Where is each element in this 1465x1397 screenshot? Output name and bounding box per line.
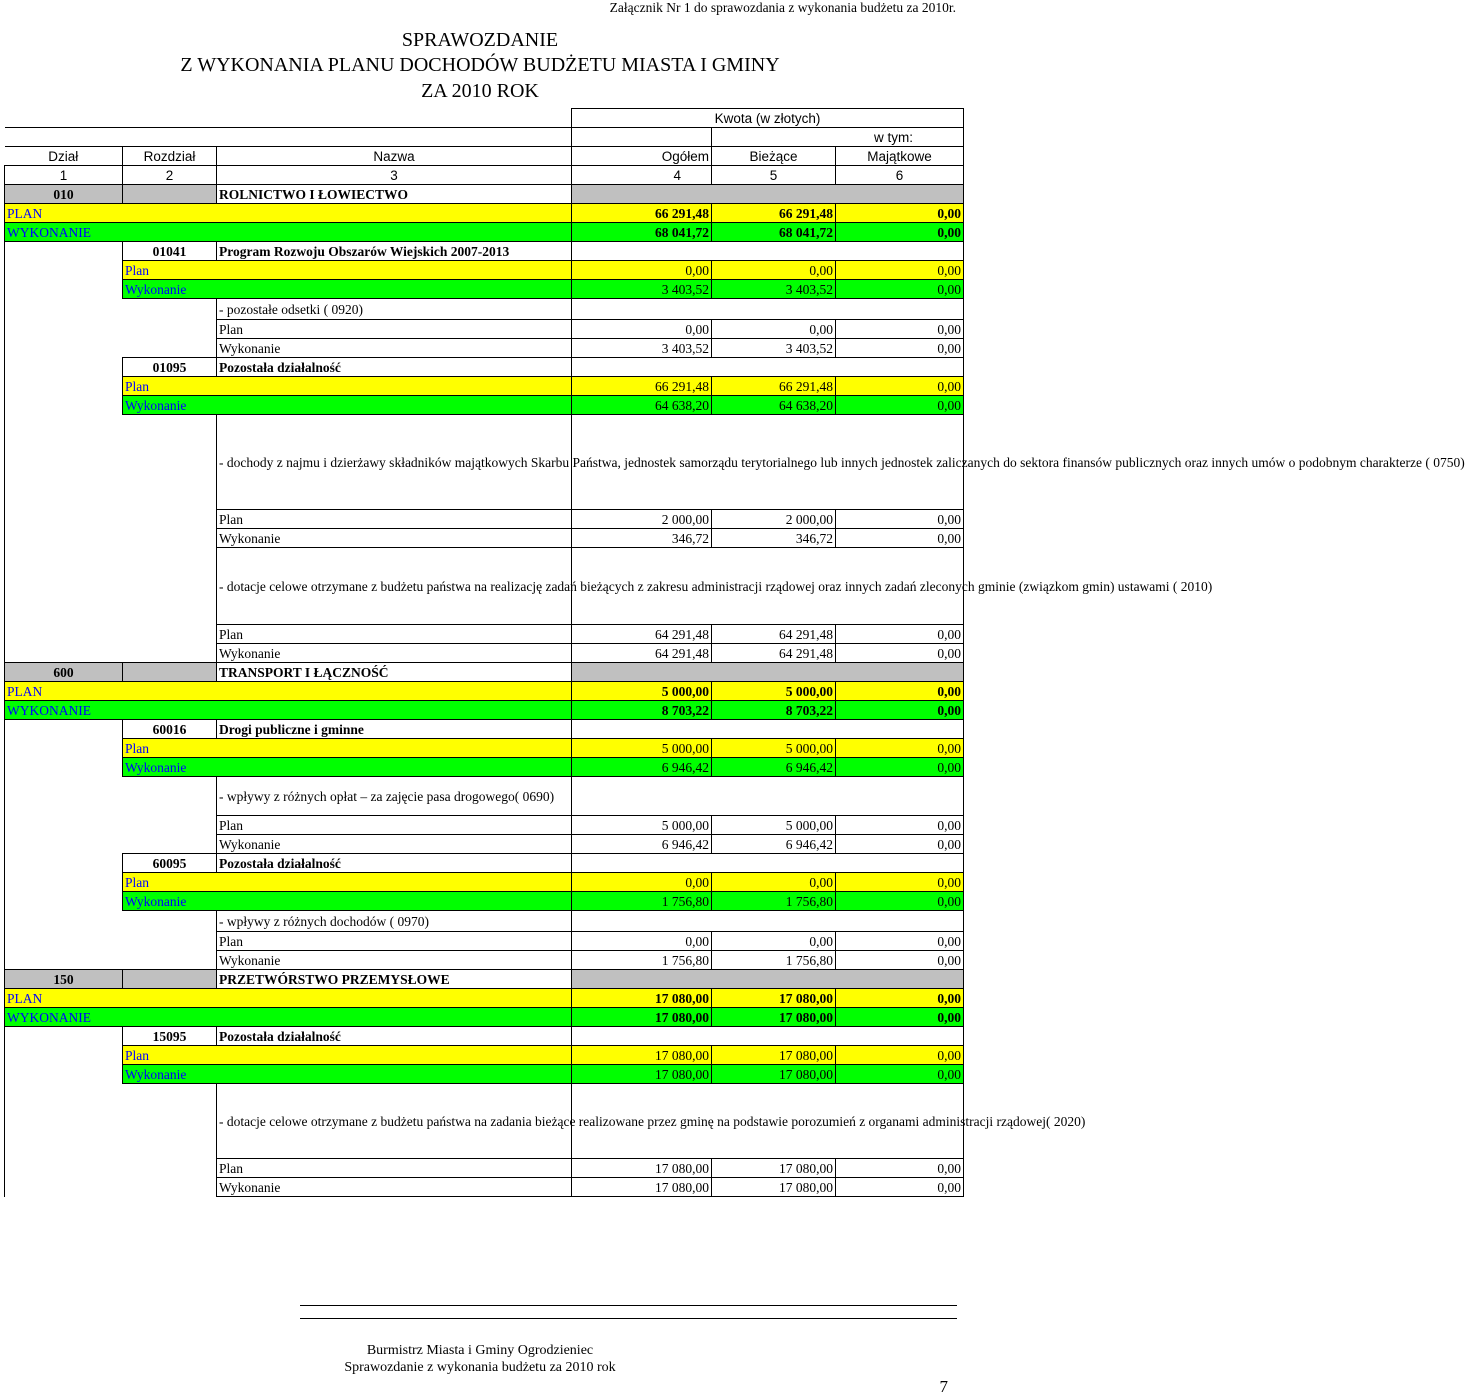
value-ogolem: 64 291,48	[572, 644, 712, 663]
col-biezace: Bieżące	[712, 147, 836, 166]
indent	[5, 358, 123, 377]
rozdzial-wykonanie-label: Wykonanie	[123, 1065, 572, 1084]
value-majatkowe: 0,00	[836, 280, 964, 299]
indent	[5, 854, 123, 873]
item-description: - dochody z najmu i dzierżawy składników majątkowych Skarbu Państwa, jednostek samorządu terytorialnego lub innych jednostek zaliczanych do sektora finansów publicznych oraz innych umów o podobnym charakterze ( 0750)	[217, 415, 572, 510]
rozdzial-wykonanie-label: Wykonanie	[123, 758, 572, 777]
value-majatkowe: 0,00	[836, 892, 964, 911]
dzial-blank	[123, 663, 217, 682]
value-biezace: 68 041,72	[712, 223, 836, 242]
value-majatkowe: 0,00	[836, 682, 964, 701]
indent	[5, 320, 217, 339]
indent	[5, 1046, 123, 1065]
table-row	[5, 911, 964, 932]
header-blank	[5, 109, 572, 128]
item-plan-label: Plan	[217, 1159, 572, 1178]
footer-caption: Sprawozdanie z wykonania budżetu za 2010 rok	[344, 1360, 616, 1375]
description-fill	[572, 299, 964, 320]
table-row	[5, 299, 964, 320]
indent	[5, 1178, 217, 1197]
value-majatkowe: 0,00	[836, 320, 964, 339]
value-biezace: 8 703,22	[712, 701, 836, 720]
page-number: 7	[939, 1377, 948, 1396]
item-wykonanie-label: Wykonanie	[217, 1178, 572, 1197]
dzial-plan-label: PLAN	[5, 204, 572, 223]
value-biezace: 64 291,48	[712, 625, 836, 644]
value-biezace: 3 403,52	[712, 339, 836, 358]
indent	[5, 261, 123, 280]
value-biezace: 2 000,00	[712, 510, 836, 529]
item-description: - dotacje celowe otrzymane z budżetu państwa na realizację zadań bieżących z zakresu administracji rządowej oraz innych zadań zleconych gminie (związkom gmin) ustawami ( 2010)	[217, 548, 572, 625]
value-majatkowe: 0,00	[836, 835, 964, 854]
dzial-wykonanie-label: WYKONANIE	[5, 1008, 572, 1027]
value-ogolem: 17 080,00	[572, 989, 712, 1008]
rozdzial-code: 15095	[123, 1027, 217, 1046]
rozdzial-name: Pozostała działalność	[217, 854, 572, 873]
table-row	[5, 932, 964, 951]
rozdzial-name: Drogi publiczne i gminne	[217, 720, 572, 739]
table-row	[5, 625, 964, 644]
value-majatkowe: 0,00	[836, 339, 964, 358]
table-row	[5, 280, 964, 299]
rozdzial-fill	[572, 854, 964, 873]
value-majatkowe: 0,00	[836, 701, 964, 720]
rozdzial-fill	[572, 1027, 964, 1046]
value-majatkowe: 0,00	[836, 932, 964, 951]
dzial-name: PRZETWÓRSTWO PRZEMYSŁOWE	[217, 970, 572, 989]
col-num-4: 4	[572, 166, 712, 185]
value-ogolem: 5 000,00	[572, 682, 712, 701]
value-majatkowe: 0,00	[836, 1008, 964, 1027]
rozdzial-name: Pozostała działalność	[217, 358, 572, 377]
header-blank	[5, 128, 572, 147]
table-row	[5, 223, 964, 242]
value-biezace: 0,00	[712, 932, 836, 951]
col-num-2: 2	[123, 166, 217, 185]
dzial-code: 150	[5, 970, 123, 989]
value-biezace: 17 080,00	[712, 1046, 836, 1065]
col-num-5: 5	[712, 166, 836, 185]
indent	[5, 625, 217, 644]
value-majatkowe: 0,00	[836, 758, 964, 777]
rozdzial-fill	[572, 720, 964, 739]
indent	[5, 739, 123, 758]
table-row	[5, 1084, 964, 1159]
value-majatkowe: 0,00	[836, 529, 964, 548]
value-ogolem: 0,00	[572, 873, 712, 892]
table-row	[5, 873, 964, 892]
col-dzial: Dział	[5, 147, 123, 166]
item-plan-label: Plan	[217, 932, 572, 951]
table-row	[5, 1178, 964, 1197]
dzial-wykonanie-label: WYKONANIE	[5, 223, 572, 242]
value-biezace: 5 000,00	[712, 682, 836, 701]
value-biezace: 0,00	[712, 261, 836, 280]
value-ogolem: 3 403,52	[572, 339, 712, 358]
indent	[5, 415, 217, 510]
value-majatkowe: 0,00	[836, 1046, 964, 1065]
value-ogolem: 17 080,00	[572, 1159, 712, 1178]
indent	[5, 816, 217, 835]
rozdzial-name: Program Rozwoju Obszarów Wiejskich 2007-2013	[217, 242, 572, 261]
value-ogolem: 1 756,80	[572, 951, 712, 970]
item-wykonanie-label: Wykonanie	[217, 339, 572, 358]
table-row	[5, 663, 964, 682]
value-biezace: 1 756,80	[712, 892, 836, 911]
indent	[5, 777, 217, 816]
col-num-6: 6	[836, 166, 964, 185]
value-biezace: 17 080,00	[712, 1008, 836, 1027]
value-ogolem: 68 041,72	[572, 223, 712, 242]
table-row	[5, 1159, 964, 1178]
indent	[5, 873, 123, 892]
table-row	[5, 951, 964, 970]
rozdzial-fill	[572, 242, 964, 261]
value-majatkowe: 0,00	[836, 223, 964, 242]
table-row	[5, 970, 964, 989]
rozdzial-wykonanie-label: Wykonanie	[123, 892, 572, 911]
value-majatkowe: 0,00	[836, 1178, 964, 1197]
indent	[5, 1027, 123, 1046]
value-ogolem: 17 080,00	[572, 1046, 712, 1065]
value-biezace: 66 291,48	[712, 377, 836, 396]
table-row	[5, 989, 964, 1008]
value-majatkowe: 0,00	[836, 873, 964, 892]
value-biezace: 6 946,42	[712, 758, 836, 777]
table-row	[5, 242, 964, 261]
table-row	[5, 854, 964, 873]
description-fill	[572, 911, 964, 932]
amount-header: Kwota (w złotych)	[572, 109, 964, 128]
value-ogolem: 0,00	[572, 320, 712, 339]
table-row	[5, 529, 964, 548]
value-ogolem: 17 080,00	[572, 1008, 712, 1027]
value-majatkowe: 0,00	[836, 644, 964, 663]
value-biezace: 5 000,00	[712, 816, 836, 835]
value-ogolem: 1 756,80	[572, 892, 712, 911]
value-biezace: 0,00	[712, 873, 836, 892]
rozdzial-name: Pozostała działalność	[217, 1027, 572, 1046]
value-ogolem: 66 291,48	[572, 204, 712, 223]
table-row	[5, 185, 964, 204]
dzial-blank	[123, 970, 217, 989]
table-row	[5, 320, 964, 339]
value-majatkowe: 0,00	[836, 951, 964, 970]
dzial-plan-label: PLAN	[5, 682, 572, 701]
indent	[5, 911, 217, 932]
report-year: ZA 2010 ROK	[421, 80, 539, 102]
value-ogolem: 64 638,20	[572, 396, 712, 415]
col-ogolem: Ogółem	[572, 147, 712, 166]
table-row	[5, 396, 964, 415]
dzial-fill	[572, 663, 964, 682]
indent	[5, 548, 217, 625]
indent	[5, 1065, 123, 1084]
indent	[5, 758, 123, 777]
value-majatkowe: 0,00	[836, 739, 964, 758]
item-wykonanie-label: Wykonanie	[217, 951, 572, 970]
indent	[5, 720, 123, 739]
footer-signatory: Burmistrz Miasta i Gminy Ogrodzieniec	[366, 1343, 594, 1358]
indent	[5, 242, 123, 261]
dzial-name: ROLNICTWO I ŁOWIECTWO	[217, 185, 572, 204]
table-row	[5, 339, 964, 358]
annex-note: Załącznik Nr 1 do sprawozdania z wykonania budżetu za 2010r.	[609, 0, 956, 15]
value-biezace: 66 291,48	[712, 204, 836, 223]
table-row	[5, 261, 964, 280]
indent	[5, 377, 123, 396]
value-majatkowe: 0,00	[836, 396, 964, 415]
item-wykonanie-label: Wykonanie	[217, 644, 572, 663]
table-row	[5, 682, 964, 701]
description-fill	[572, 777, 964, 816]
item-description: - pozostałe odsetki ( 0920)	[217, 299, 572, 320]
indent	[5, 644, 217, 663]
w-tym-header: w tym:	[712, 128, 964, 147]
value-majatkowe: 0,00	[836, 816, 964, 835]
dzial-blank	[123, 185, 217, 204]
rozdzial-code: 60016	[123, 720, 217, 739]
item-description: - dotacje celowe otrzymane z budżetu państwa na zadania bieżące realizowane przez gminę na podstawie porozumień z organami administracji rządowej( 2020)	[217, 1084, 572, 1159]
footer-rule	[300, 1318, 957, 1319]
value-biezace: 17 080,00	[712, 1065, 836, 1084]
value-ogolem: 5 000,00	[572, 816, 712, 835]
indent	[5, 339, 217, 358]
indent	[5, 529, 217, 548]
table-row	[5, 1065, 964, 1084]
value-ogolem: 64 291,48	[572, 625, 712, 644]
table-row	[5, 739, 964, 758]
indent	[5, 510, 217, 529]
dzial-code: 600	[5, 663, 123, 682]
value-ogolem: 346,72	[572, 529, 712, 548]
footer-rule	[300, 1305, 957, 1306]
col-num-3: 3	[217, 166, 572, 185]
table-row	[5, 204, 964, 223]
rozdzial-code: 01095	[123, 358, 217, 377]
value-majatkowe: 0,00	[836, 510, 964, 529]
table-row	[5, 720, 964, 739]
header-blank	[572, 128, 712, 147]
item-description: - wpływy z różnych dochodów ( 0970)	[217, 911, 572, 932]
value-ogolem: 0,00	[572, 261, 712, 280]
rozdzial-wykonanie-label: Wykonanie	[123, 396, 572, 415]
value-biezace: 346,72	[712, 529, 836, 548]
value-biezace: 17 080,00	[712, 989, 836, 1008]
value-biezace: 3 403,52	[712, 280, 836, 299]
rozdzial-fill	[572, 358, 964, 377]
table-row	[5, 1046, 964, 1065]
value-ogolem: 6 946,42	[572, 835, 712, 854]
col-nazwa: Nazwa	[217, 147, 572, 166]
value-biezace: 17 080,00	[712, 1159, 836, 1178]
rozdzial-wykonanie-label: Wykonanie	[123, 280, 572, 299]
table-row	[5, 358, 964, 377]
value-majatkowe: 0,00	[836, 1065, 964, 1084]
item-description: - wpływy z różnych opłat – za zajęcie pasa drogowego( 0690)	[217, 777, 572, 816]
rozdzial-plan-label: Plan	[123, 1046, 572, 1065]
table-row	[5, 835, 964, 854]
value-ogolem: 0,00	[572, 932, 712, 951]
value-biezace: 1 756,80	[712, 951, 836, 970]
rozdzial-plan-label: Plan	[123, 739, 572, 758]
table-row	[5, 548, 964, 625]
dzial-fill	[572, 185, 964, 204]
rozdzial-plan-label: Plan	[123, 377, 572, 396]
value-majatkowe: 0,00	[836, 625, 964, 644]
value-majatkowe: 0,00	[836, 261, 964, 280]
indent	[5, 1084, 217, 1159]
indent	[5, 932, 217, 951]
dzial-code: 010	[5, 185, 123, 204]
table-row	[5, 892, 964, 911]
table-row	[5, 377, 964, 396]
indent	[5, 835, 217, 854]
item-wykonanie-label: Wykonanie	[217, 835, 572, 854]
col-num-1: 1	[5, 166, 123, 185]
value-majatkowe: 0,00	[836, 989, 964, 1008]
item-plan-label: Plan	[217, 510, 572, 529]
value-biezace: 17 080,00	[712, 1178, 836, 1197]
item-plan-label: Plan	[217, 320, 572, 339]
indent	[5, 892, 123, 911]
table-row	[5, 701, 964, 720]
table-row	[5, 415, 964, 510]
indent	[5, 299, 217, 320]
item-plan-label: Plan	[217, 816, 572, 835]
rozdzial-plan-label: Plan	[123, 873, 572, 892]
col-rozdzial: Rozdział	[123, 147, 217, 166]
value-ogolem: 17 080,00	[572, 1065, 712, 1084]
value-biezace: 6 946,42	[712, 835, 836, 854]
indent	[5, 396, 123, 415]
item-plan-label: Plan	[217, 625, 572, 644]
table-row	[5, 510, 964, 529]
value-ogolem: 8 703,22	[572, 701, 712, 720]
item-wykonanie-label: Wykonanie	[217, 529, 572, 548]
report-subtitle: Z WYKONANIA PLANU DOCHODÓW BUDŻETU MIASTA I GMINY	[180, 54, 780, 76]
report-title: SPRAWOZDANIE	[401, 29, 559, 51]
indent	[5, 1159, 217, 1178]
dzial-fill	[572, 970, 964, 989]
value-biezace: 5 000,00	[712, 739, 836, 758]
value-biezace: 64 638,20	[712, 396, 836, 415]
rozdzial-plan-label: Plan	[123, 261, 572, 280]
value-ogolem: 2 000,00	[572, 510, 712, 529]
rozdzial-code: 60095	[123, 854, 217, 873]
value-majatkowe: 0,00	[836, 377, 964, 396]
table-row	[5, 1027, 964, 1046]
indent	[5, 951, 217, 970]
value-ogolem: 3 403,52	[572, 280, 712, 299]
income-table	[4, 108, 1465, 1197]
dzial-name: TRANSPORT I ŁĄCZNOŚĆ	[217, 663, 572, 682]
value-biezace: 0,00	[712, 320, 836, 339]
table-row	[5, 758, 964, 777]
value-ogolem: 5 000,00	[572, 739, 712, 758]
rozdzial-code: 01041	[123, 242, 217, 261]
table-row	[5, 1008, 964, 1027]
value-majatkowe: 0,00	[836, 204, 964, 223]
dzial-plan-label: PLAN	[5, 989, 572, 1008]
dzial-wykonanie-label: WYKONANIE	[5, 701, 572, 720]
indent	[5, 280, 123, 299]
value-majatkowe: 0,00	[836, 1159, 964, 1178]
table-row	[5, 816, 964, 835]
col-majatkowe: Majątkowe	[836, 147, 964, 166]
value-biezace: 64 291,48	[712, 644, 836, 663]
table-row	[5, 644, 964, 663]
value-ogolem: 66 291,48	[572, 377, 712, 396]
table-row	[5, 777, 964, 816]
value-ogolem: 17 080,00	[572, 1178, 712, 1197]
value-ogolem: 6 946,42	[572, 758, 712, 777]
